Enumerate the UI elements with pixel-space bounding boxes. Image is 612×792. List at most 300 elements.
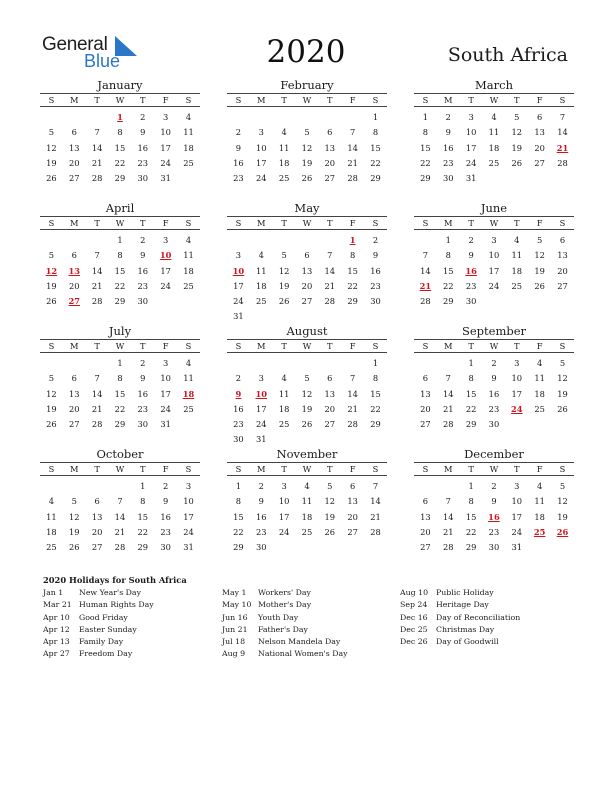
day-cell: 12 [301,142,313,153]
day-cell: 22 [370,403,381,414]
holiday-row [43,636,223,648]
day-cell: 7 [372,481,379,491]
day-cell: 9 [468,250,474,261]
day-cell: 23 [442,157,454,168]
day-cell: 14 [324,265,336,276]
holiday-day-cell: 1 [349,235,356,245]
day-cell: 24 [511,526,523,537]
day-cell: 20 [557,265,568,276]
day-cell: 28 [557,157,568,168]
day-cell: 24 [255,173,267,184]
day-cell: 21 [324,280,336,291]
day-cell: 22 [114,403,126,414]
day-cell: 20 [68,157,80,168]
weekday-label: M [257,464,266,474]
weekday-label: S [559,464,566,474]
day-cell: 11 [534,373,545,384]
holiday-name: Easter Sunday [79,624,137,634]
day-cell: 9 [445,127,451,138]
weekday-label: S [185,341,192,351]
day-cell: 5 [281,250,287,261]
month-title: September [414,324,574,340]
day-cell [40,110,63,125]
day-cell: 3 [468,112,474,122]
day-cell [318,432,341,447]
day-cell: 11 [255,265,267,276]
weekday-label: S [235,464,242,474]
week-row [40,417,200,432]
week-row [227,264,387,279]
day-cell: 20 [324,403,336,414]
day-cell: 8 [372,127,379,138]
day-cell: 18 [534,388,545,399]
day-cell: 8 [117,373,123,384]
day-cell: 11 [183,127,194,138]
day-cell: 21 [347,403,358,414]
day-cell: 30 [137,419,149,430]
day-cell: 14 [91,265,103,276]
day-cell: 13 [91,511,103,522]
day-cell: 4 [185,112,192,122]
day-cell: 24 [233,296,244,307]
holiday-row [43,587,223,599]
day-cell: 15 [347,265,358,276]
week-row [40,510,200,525]
day-cell [250,356,273,371]
day-cell: 18 [46,526,57,537]
holiday-date: Apr 10 [43,612,70,622]
day-cell: 5 [71,496,77,507]
week-row [40,402,200,417]
day-cell: 3 [163,235,169,245]
weekday-label: T [468,218,474,228]
day-cell: 2 [372,235,379,245]
day-cell: 3 [258,373,264,384]
day-cell: 12 [557,496,568,507]
day-cell: 6 [304,250,310,261]
day-cell [414,479,437,494]
day-cell: 26 [68,542,80,553]
day-cell: 16 [137,265,149,276]
day-cell [364,540,387,555]
day-cell: 10 [255,142,267,153]
holiday-row [222,599,402,611]
day-cell: 3 [491,235,497,245]
day-cell: 5 [48,127,55,138]
day-cell: 26 [46,173,57,184]
day-cell [273,309,296,324]
month-title: December [414,447,574,463]
day-cell: 24 [255,419,267,430]
weekday-header [414,463,574,476]
holiday-name: New Year's Day [79,588,141,597]
week-row [40,525,200,540]
day-cell: 28 [370,526,381,537]
weekday-label: S [48,95,55,105]
weekday-header [227,340,387,353]
holiday-day-cell: 9 [235,388,242,399]
day-cell: 25 [183,157,194,168]
day-cell: 25 [278,419,290,430]
day-cell: 3 [514,358,520,368]
week-row [227,171,387,186]
day-cell: 17 [511,388,523,399]
day-cell: 24 [465,157,477,168]
weekday-label: T [468,341,474,351]
day-cell [63,110,86,125]
holiday-date: Dec 26 [400,637,428,647]
day-cell [296,233,319,248]
month-title: July [40,324,200,340]
day-cell: 6 [94,496,100,507]
day-cell [227,110,250,125]
day-cell: 2 [140,235,146,245]
day-cell: 13 [68,388,80,399]
day-cell: 15 [114,265,126,276]
month-august [227,324,387,448]
day-cell [273,540,296,555]
day-cell [40,479,63,494]
day-cell: 26 [324,526,336,537]
day-cell: 11 [511,250,523,261]
day-cell: 28 [442,542,454,553]
day-cell: 26 [534,280,545,291]
day-cell [505,417,528,432]
day-cell: 21 [442,403,454,414]
day-cell: 13 [347,496,358,507]
weekday-label: F [536,464,543,474]
day-cell: 7 [117,496,123,507]
week-row [40,248,200,263]
weekday-label: T [281,218,287,228]
week-row [40,479,200,494]
day-cell: 13 [324,388,336,399]
week-row [227,540,387,555]
day-cell: 13 [420,388,431,399]
day-cell: 26 [301,173,313,184]
day-cell [437,356,460,371]
day-cell: 10 [511,373,523,384]
day-cell: 15 [420,142,431,153]
holiday-date: Apr 13 [43,637,70,647]
weekday-label: M [257,95,266,105]
day-cell: 18 [183,142,194,153]
day-cell: 26 [278,296,290,307]
week-row [414,110,574,125]
week-row [227,125,387,140]
day-cell: 20 [420,526,431,537]
week-row [227,279,387,294]
holiday-day-cell: 24 [511,403,523,414]
day-cell: 28 [91,296,103,307]
day-cell: 20 [301,280,313,291]
weekday-label: T [140,95,146,105]
day-cell: 23 [233,173,244,184]
day-cell [414,233,437,248]
holiday-name: Youth Day [258,612,299,622]
day-cell: 20 [68,280,80,291]
day-cell: 28 [114,542,126,553]
week-row [40,233,200,248]
day-cell [341,540,364,555]
weekday-label: S [372,95,379,105]
week-row [414,525,574,540]
day-cell: 8 [422,127,429,138]
day-cell: 22 [465,526,477,537]
day-cell: 30 [442,173,454,184]
month-february [227,78,387,186]
week-row [227,494,387,509]
holidays-title: 2020 Holidays for South Africa [43,575,187,585]
holiday-name: National Women's Day [258,649,348,659]
day-cell [109,479,132,494]
day-cell: 12 [324,496,336,507]
week-row [414,264,574,279]
day-cell: 28 [347,419,358,430]
week-row [414,294,574,309]
day-cell: 24 [488,280,500,291]
weekday-label: W [115,341,125,351]
weekday-label: S [559,95,566,105]
month-title: April [40,201,200,217]
day-cell: 6 [71,373,77,384]
day-cell: 24 [160,157,171,168]
week-row [227,110,387,125]
holiday-date: Apr 27 [43,649,70,659]
day-cell: 19 [534,265,545,276]
week-row [40,279,200,294]
day-cell: 14 [114,511,126,522]
weekday-label: W [302,95,312,105]
weekday-label: M [70,341,79,351]
week-row [414,387,574,402]
day-cell: 31 [233,311,244,322]
day-cell: 13 [420,511,431,522]
weekday-label: T [327,341,333,351]
day-cell: 19 [301,157,313,168]
day-cell: 2 [468,235,474,245]
weekday-label: T [514,341,520,351]
day-cell: 1 [422,112,429,122]
day-cell: 28 [324,296,336,307]
holiday-date: Mar 21 [43,600,72,610]
holiday-name: Good Friday [79,612,128,622]
weekday-label: M [70,218,79,228]
month-title: February [227,78,387,94]
day-cell: 27 [534,157,545,168]
day-cell: 28 [442,419,454,430]
weekday-label: S [48,341,55,351]
holiday-row [400,587,580,599]
weekday-label: W [489,464,499,474]
weekday-label: T [94,95,100,105]
weekday-label: T [468,464,474,474]
day-cell: 12 [534,250,545,261]
week-row [227,510,387,525]
day-cell: 30 [488,419,500,430]
week-row [414,356,574,371]
week-row [414,371,574,386]
day-cell: 6 [537,112,543,122]
day-cell [318,110,341,125]
weekday-label: F [349,341,356,351]
day-cell: 22 [114,157,126,168]
holiday-column [400,587,580,648]
week-row [414,494,574,509]
day-cell: 14 [347,142,358,153]
day-cell: 23 [255,526,267,537]
day-cell: 14 [370,496,381,507]
day-cell: 16 [255,511,267,522]
weekday-label: M [70,464,79,474]
day-cell: 14 [442,511,454,522]
day-cell [551,171,574,186]
holiday-day-cell: 27 [68,296,81,307]
holiday-column [222,587,402,661]
day-cell: 7 [94,127,100,138]
day-cell: 21 [91,280,103,291]
day-cell: 15 [233,511,244,522]
weekday-label: S [185,218,192,228]
day-cell [318,540,341,555]
week-row [227,156,387,171]
holiday-row [400,599,580,611]
weekday-label: W [489,218,499,228]
day-cell [505,171,528,186]
day-cell: 18 [301,511,313,522]
day-cell: 11 [534,496,545,507]
week-row [227,525,387,540]
weekday-label: M [444,464,453,474]
day-cell: 6 [327,373,333,384]
day-cell: 15 [465,388,477,399]
day-cell: 7 [350,127,356,138]
day-cell: 10 [183,496,194,507]
week-row [227,371,387,386]
holiday-day-cell: 16 [488,511,500,522]
day-cell: 18 [488,142,500,153]
week-row [40,356,200,371]
day-cell: 1 [140,481,146,491]
day-cell: 2 [491,358,497,368]
holiday-day-cell: 21 [556,142,569,153]
weekday-header [40,463,200,476]
day-cell: 19 [557,388,568,399]
holiday-day-cell: 16 [465,265,477,276]
day-cell: 14 [91,388,103,399]
week-row [414,233,574,248]
day-cell [505,294,528,309]
day-cell: 16 [137,142,149,153]
day-cell: 12 [46,142,57,153]
holiday-day-cell: 26 [556,526,569,537]
day-cell: 25 [183,280,194,291]
day-cell: 8 [350,250,356,261]
day-cell: 18 [255,280,267,291]
day-cell: 16 [233,403,244,414]
month-april [40,201,200,309]
day-cell [296,356,319,371]
holiday-name: Workers' Day [258,588,311,597]
day-cell [296,110,319,125]
day-cell: 10 [160,127,171,138]
day-cell [86,110,109,125]
weekday-label: S [235,218,242,228]
weekday-label: T [281,95,287,105]
day-cell: 12 [511,127,523,138]
day-cell: 12 [278,265,290,276]
day-cell: 21 [114,526,126,537]
day-cell [414,356,437,371]
weekday-label: W [115,218,125,228]
day-cell [296,432,319,447]
day-cell: 13 [557,250,568,261]
day-cell [528,171,551,186]
weekday-label: S [185,95,192,105]
holiday-date: Apr 12 [43,624,70,634]
weekday-label: T [140,218,146,228]
logo-blue-text: Blue [84,51,121,71]
day-cell: 27 [420,419,431,430]
day-cell: 3 [163,112,169,122]
day-cell: 2 [235,127,242,138]
day-cell: 5 [48,250,55,261]
day-cell: 22 [465,403,477,414]
day-cell: 25 [278,173,290,184]
day-cell: 1 [468,481,474,491]
holiday-row [222,648,402,660]
holiday-day-cell: 12 [45,265,58,276]
day-cell: 19 [68,526,80,537]
day-cell: 6 [559,235,566,245]
day-cell: 9 [372,250,379,261]
day-cell [483,294,506,309]
day-cell: 27 [420,542,431,553]
weekday-label: T [140,464,146,474]
day-cell: 10 [511,496,523,507]
weekday-label: F [162,218,169,228]
day-cell: 19 [46,280,57,291]
day-cell: 1 [372,112,379,122]
day-cell [341,110,364,125]
day-cell [318,356,341,371]
day-cell: 27 [324,419,336,430]
weekday-label: S [185,464,192,474]
day-cell: 6 [422,496,429,507]
weekday-label: T [327,464,333,474]
day-cell: 18 [278,157,290,168]
day-cell: 7 [94,250,100,261]
day-cell: 8 [372,373,379,384]
day-cell [63,356,86,371]
week-row [414,125,574,140]
holiday-name: Nelson Mandela Day [258,637,341,647]
day-cell: 13 [301,265,313,276]
day-cell [177,294,200,309]
day-cell: 23 [137,157,149,168]
weekday-label: S [422,218,429,228]
day-cell: 29 [137,542,149,553]
day-cell: 30 [465,296,477,307]
weekday-label: T [327,95,333,105]
month-title: March [414,78,574,94]
day-cell: 5 [537,235,543,245]
weekday-label: S [559,218,566,228]
day-cell: 28 [420,296,431,307]
week-row [227,387,387,402]
day-cell: 21 [91,157,103,168]
weekday-label: S [235,95,242,105]
